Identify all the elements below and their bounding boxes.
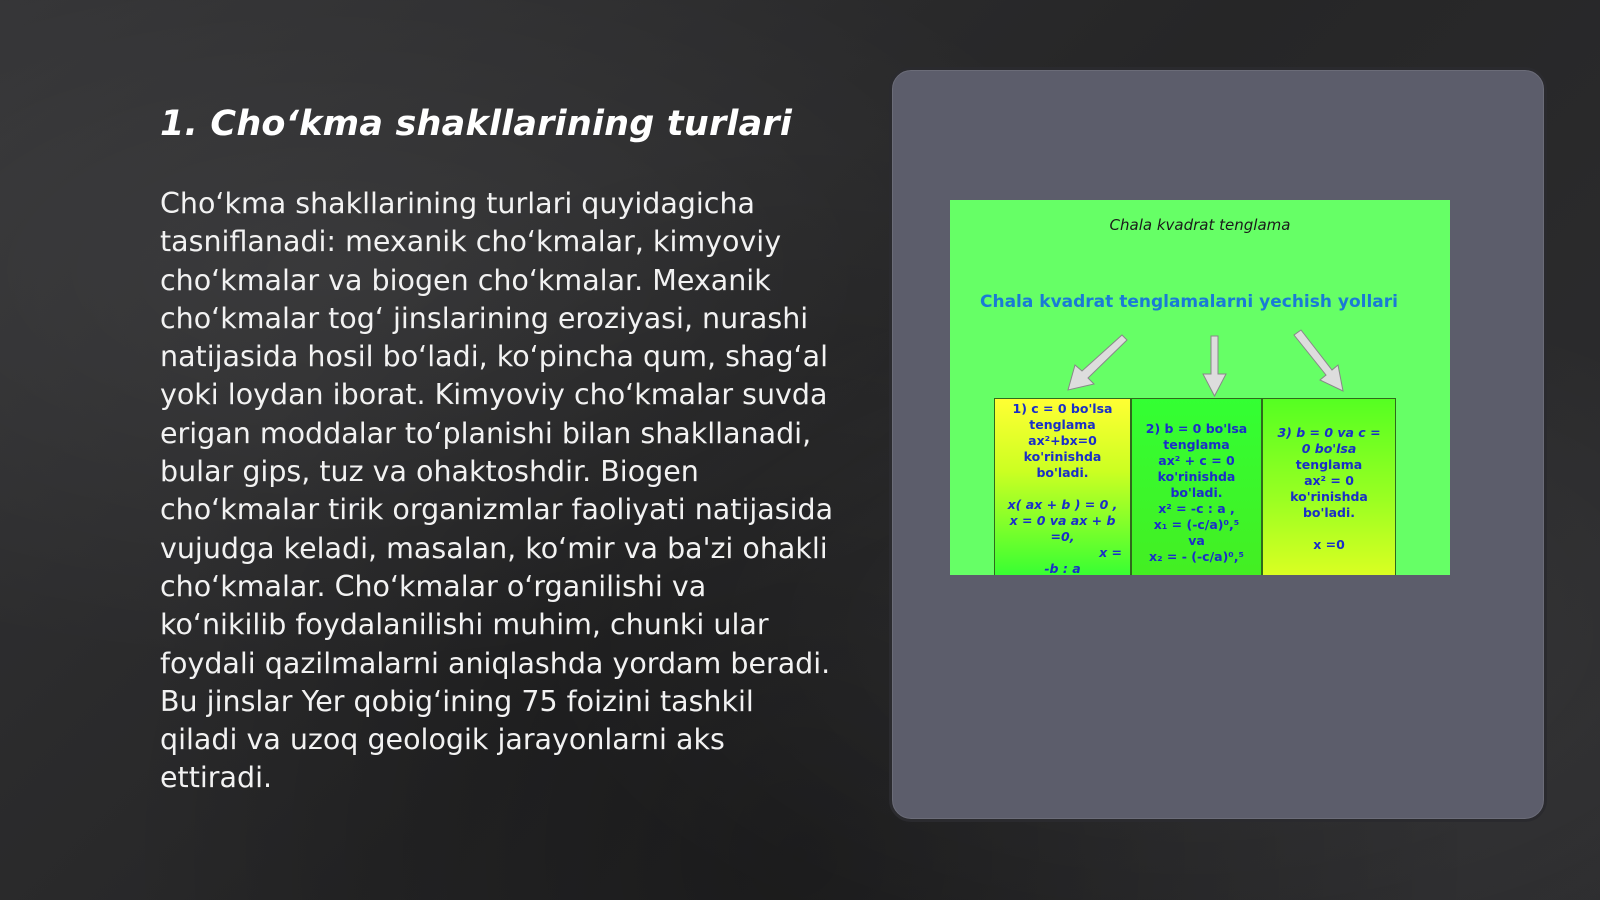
col1-line: x = [1099, 545, 1122, 560]
col1-line [995, 481, 1130, 497]
col2-line: bo'ladi. [1170, 485, 1223, 500]
col3-line [1263, 521, 1395, 537]
col1-line: 1) c = 0 bo'lsa [1012, 401, 1113, 416]
arrow-right-icon [1294, 330, 1343, 391]
arrow-left-icon [1068, 335, 1127, 390]
col1-line: x = 0 va ax + b [1009, 513, 1116, 528]
col1-line: x( ax + b ) = 0 , [1007, 497, 1118, 512]
slide-title: 1. Cho‘kma shakllarining turlari [160, 104, 793, 144]
col3-line: tenglama [1295, 457, 1363, 472]
equation-diagram-image [950, 200, 1450, 575]
method-column-2 [1131, 398, 1262, 575]
col2-line: va [1188, 533, 1205, 548]
col1-line: tenglama [1029, 417, 1096, 432]
col1-line: =0, [1050, 529, 1075, 544]
method-column-1 [994, 398, 1131, 575]
col2-line: ax² + c = 0 [1158, 453, 1235, 468]
diagram-caption: Chala kvadrat tenglama [1109, 216, 1291, 234]
col1-line: -b : a [1044, 561, 1081, 575]
method-column-3 [1262, 398, 1396, 575]
col3-line: ko'rinishda [1290, 489, 1368, 504]
col1-line: bo'ladi. [1036, 465, 1089, 480]
arrow-down-icon [1203, 336, 1226, 396]
col3-line: 0 bo'lsa [1301, 441, 1357, 456]
col2-line: x² = -c : a , [1158, 501, 1235, 516]
col2-line: x₂ = - (-c/a)⁰,⁵ [1149, 549, 1244, 564]
col1-line: ko'rinishda [1023, 449, 1102, 464]
col3-line: bo'ladi. [1302, 505, 1356, 520]
col2-line: ko'rinishda [1157, 469, 1236, 484]
diagram-arrows [950, 200, 1450, 400]
col2-line: x₁ = (-c/a)⁰,⁵ [1153, 517, 1240, 532]
col3-line: ax² = 0 [1304, 473, 1354, 488]
diagram-heading: Chala kvadrat tenglamalarni yechish yollari [980, 292, 1398, 312]
slide-body-text: Cho‘kma shakllarining turlari quyidagicha tasniflanadi: mexanik cho‘kmalar, kimyoviy cho‘kmalar va biogen cho‘kmalar. Mexanik cho‘kmalar tog‘ jinslarining eroziyasi, nurashi natijasida hosil bo‘ladi, ko‘pincha qum, shag‘al yoki loydan iborat. Kimyoviy cho‘kmalar suvda erigan moddalar to‘planishi bilan shakllanadi, bular gips, tuz va ohaktoshdir. Biogen cho‘kmalar tirik organizmlar faoliyati natijasida vujudga keladi, masalan, ko‘mir va ba'zi ohakli cho‘kmalar. Cho‘kmalar o‘rganilishi va ko‘nikilib foydalanilishi muhim, chunki ular foydali qazilmalarni aniqlashda yordam beradi. Bu jinslar Yer qobig‘ining 75 foizini tashkil qiladi va uzoq geologik jarayonlarni aks ettiradi. [160, 187, 834, 795]
col2-line: 2) b = 0 bo'lsa [1145, 421, 1248, 436]
col1-line: ax²+bx=0 [1028, 433, 1097, 448]
col2-line: tenglama [1163, 437, 1230, 452]
col3-line: x =0 [1313, 537, 1345, 552]
col3-line: 3) b = 0 va c = [1277, 425, 1381, 440]
